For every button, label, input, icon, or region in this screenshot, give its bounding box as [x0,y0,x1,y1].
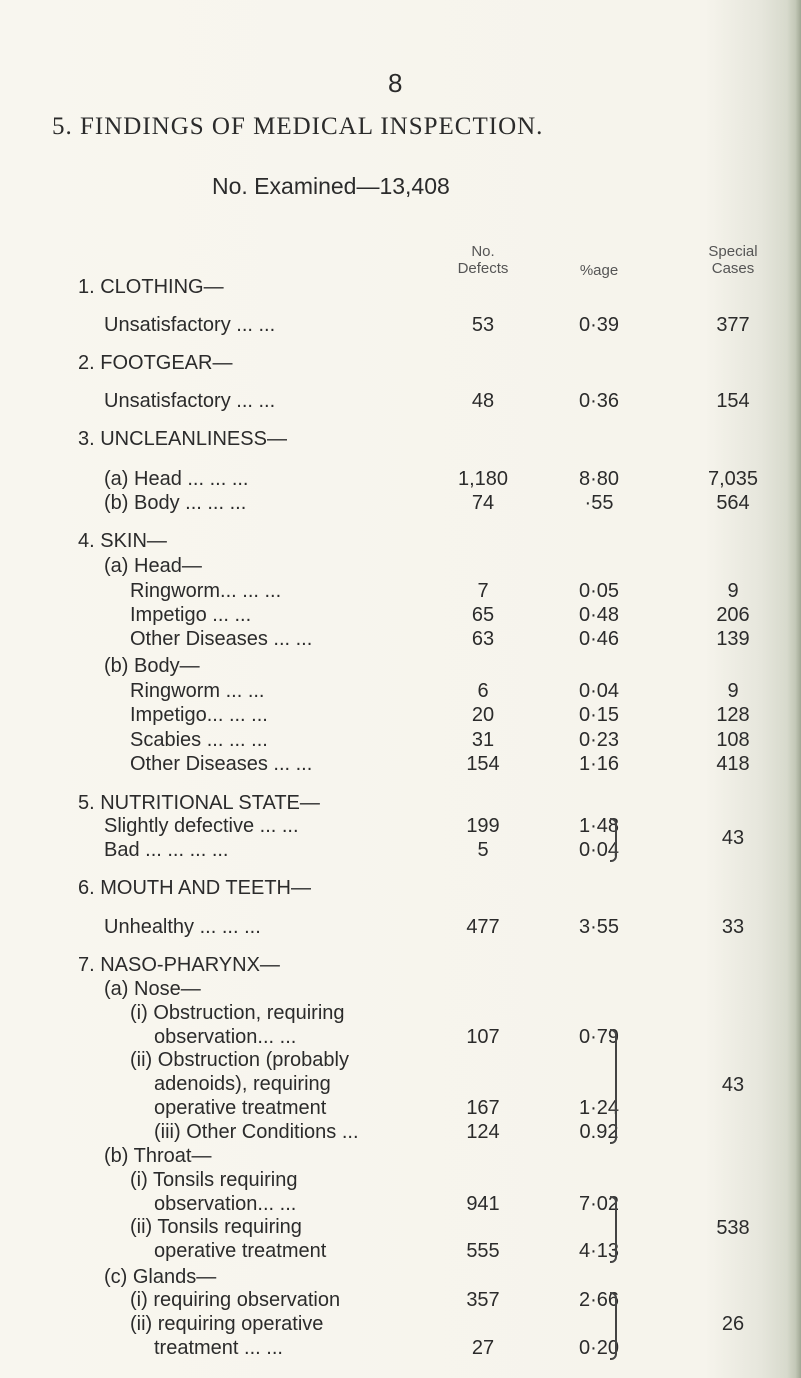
cell-defects: 555 [466,1240,500,1262]
row-label: (ii) Obstruction (probably [130,1049,349,1071]
row-label: (b) Body ... ... ... [104,492,247,514]
row-label: Impetigo ... ... [130,604,252,626]
cell-defects: 5 [477,839,489,861]
leader-dots: ... [260,1337,283,1359]
cell-defects: 63 [471,628,495,650]
row-label: adenoids), requiring [154,1073,331,1095]
row-label: (a) Nose— [104,978,201,1000]
number-examined: No. Examined—13,408 [212,173,450,199]
row-label: Unhealthy ... ... ... [104,916,261,938]
cell-pct: 3·55 [578,916,620,938]
col-defects-header [438,243,528,277]
special-nutritional: 43 [721,827,745,849]
cell-special: 139 [716,628,750,650]
row-label: operative treatment [154,1240,327,1262]
row-label: 3. UNCLEANLINESS— [78,428,287,450]
row-label: Ringworm... ... ... [130,580,282,602]
cell-pct: 0·36 [578,390,620,412]
cell-special: 418 [716,753,750,775]
col-pct-header: %age [579,262,619,279]
cell-pct: 0·48 [578,604,620,626]
row-label: (b) Throat— [104,1145,212,1167]
leader-dots: ... ... [230,314,276,336]
row-label: (iii) Other Conditions ... [154,1121,359,1143]
row-label: Scabies ... ... ... [130,729,268,751]
page-number: 8 [388,68,403,98]
cell-pct: 4·13 [578,1240,620,1262]
cell-defects: 1,180 [457,468,509,490]
cell-defects: 167 [466,1097,500,1119]
leader-dots: ... [290,753,313,775]
cell-defects: 65 [471,604,495,626]
cell-defects: 27 [471,1337,495,1359]
cell-defects: 74 [471,492,495,514]
special-nose: 43 [721,1074,745,1096]
cell-defects: 199 [466,815,500,837]
row-label: treatment ... ... [154,1337,283,1359]
cell-pct: 2·66 [578,1289,620,1311]
leader-dots: ... ... [236,580,282,602]
cell-defects: 53 [471,314,495,336]
cell-pct: 0·15 [578,704,620,726]
brace-nose [610,1029,617,1144]
cell-pct: 0·04 [578,680,620,702]
leader-dots: ... ... ... [179,492,247,514]
row-label: 4. SKIN— [78,530,167,552]
leader-dots: ... ... [223,704,268,726]
row-label: (b) Body— [104,655,200,677]
cell-pct: 1·24 [578,1097,620,1119]
row-label: (a) Head ... ... ... [104,468,249,490]
leader-dots: ... ... [223,729,268,751]
cell-pct: 0·23 [578,729,620,751]
cell-special: 7,035 [707,468,759,490]
cell-special: 128 [716,704,750,726]
row-label: 7. NASO-PHARYNX— [78,954,280,976]
col-defects-line1: No. [471,243,495,260]
cell-defects: 6 [477,680,489,702]
cell-pct: 0·20 [578,1337,620,1359]
cell-pct: 0·46 [578,628,620,650]
brace-glands [610,1292,617,1360]
row-label: 6. MOUTH AND TEETH— [78,877,311,899]
cell-pct: 0·39 [578,314,620,336]
row-label: Slightly defective ... ... [104,815,299,837]
row-label: Ringworm ... ... [130,680,265,702]
leader-dots: ... ... [230,390,276,412]
cell-defects: 20 [471,704,495,726]
cell-defects: 477 [466,916,500,938]
cell-defects: 107 [466,1026,500,1048]
row-label: (ii) requiring operative [130,1313,324,1335]
cell-special: 377 [716,314,750,336]
col-special-line2: Cases [711,260,755,277]
cell-special: 206 [716,604,750,626]
cell-special: 108 [716,729,750,751]
brace-throat [610,1196,617,1263]
leader-dots: ... ... [220,680,265,702]
row-label: (i) Obstruction, requiring [130,1002,345,1024]
cell-special: 9 [727,680,739,702]
cell-pct: 7·02 [578,1193,620,1215]
leader-dots: ... [274,1193,297,1215]
leader-dots: ... [276,815,299,837]
col-special-header [688,243,778,277]
section-heading: 5. FINDINGS OF MEDICAL INSPECTION. [52,113,544,140]
row-label: (a) Head— [104,555,202,577]
page-edge-shadow [787,0,801,1378]
cell-pct: 0·04 [578,839,620,861]
leader-dots: ... ... [206,604,252,626]
cell-special: 564 [716,492,750,514]
cell-pct: 1·16 [578,753,620,775]
cell-defects: 31 [471,729,495,751]
special-glands: 26 [721,1313,745,1335]
cell-special: 9 [727,580,739,602]
cell-pct: 8·80 [578,468,620,490]
row-label: (ii) Tonsils requiring [130,1216,302,1238]
row-label: 5. NUTRITIONAL STATE— [78,792,320,814]
brace-nutritional [610,818,617,862]
leader-dots: ... ... [216,916,261,938]
special-throat: 538 [716,1217,750,1239]
cell-defects: 941 [466,1193,500,1215]
col-special-line1: Special [708,243,758,260]
row-label: (i) requiring observation [130,1289,341,1311]
row-label: (i) Tonsils requiring [130,1169,298,1191]
cell-defects: 154 [466,753,500,775]
cell-pct: 0·79 [578,1026,620,1048]
row-label: 1. CLOTHING— [78,276,224,298]
col-defects-line2: Defects [457,260,509,277]
cell-pct: 0.92 [579,1121,619,1143]
row-label: 2. FOOTGEAR— [78,352,233,374]
row-label: Other Diseases ... ... [130,628,313,650]
cell-special: 33 [721,916,745,938]
cell-pct: 1·48 [578,815,620,837]
row-label: Impetigo... ... ... [130,704,268,726]
cell-defects: 48 [471,390,495,412]
row-label: Other Diseases ... ... [130,753,313,775]
cell-pct: ·55 [584,492,614,514]
cell-defects: 7 [477,580,489,602]
leader-dots: ... [274,1026,297,1048]
row-label: observation... ... [154,1026,297,1048]
cell-defects: 357 [466,1289,500,1311]
cell-defects: 124 [466,1121,500,1143]
cell-pct: 0·05 [578,580,620,602]
leader-dots: ... [290,628,313,650]
row-label: (c) Glands— [104,1266,217,1288]
row-label: Bad ... ... ... ... [104,839,229,861]
row-label: operative treatment [154,1097,327,1119]
row-label: Unsatisfactory ... ... [104,390,276,412]
leader-dots: ... ... ... [161,839,229,861]
row-label: observation... ... [154,1193,297,1215]
leader-dots: ... ... ... [181,468,249,490]
row-label: Unsatisfactory ... ... [104,314,276,336]
cell-special: 154 [716,390,750,412]
